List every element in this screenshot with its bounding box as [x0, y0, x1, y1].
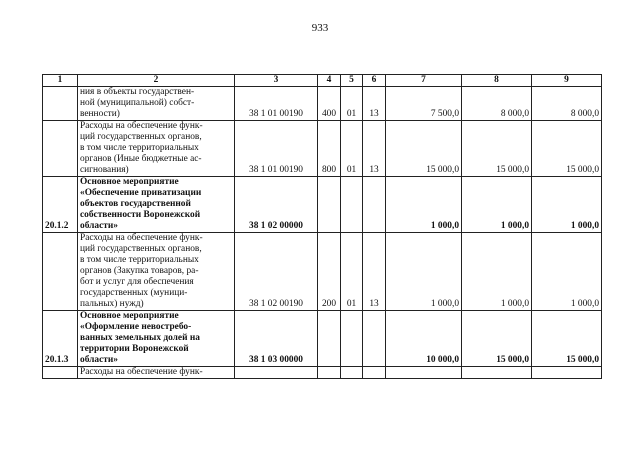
row-amount-col7: [386, 367, 462, 379]
row-code: [43, 121, 78, 177]
row-description-line: венности): [80, 109, 120, 119]
table-row: [43, 367, 602, 379]
row-description-line: собственности Воронежской: [80, 210, 201, 220]
row-expense-type: [318, 311, 341, 367]
row-subsection: 13: [363, 121, 386, 177]
row-code: [43, 367, 78, 379]
row-amount-col8: 1 000,0: [462, 177, 532, 233]
header-col-8: 8: [462, 75, 532, 87]
page-number: 933: [311, 22, 329, 34]
header-col-1: 1: [43, 75, 78, 87]
row-amount-col8: [462, 367, 532, 379]
row-code: 20.1.3: [43, 311, 78, 367]
row-expense-type: [318, 367, 341, 379]
row-expense-type: 800: [318, 121, 341, 177]
row-description-line: Расходы на обеспечение функ-: [80, 233, 203, 243]
row-code: 20.1.2: [43, 177, 78, 233]
row-amount-col7: 1 000,0: [386, 233, 462, 311]
row-amount-col8: 1 000,0: [462, 233, 532, 311]
row-section: 01: [341, 87, 363, 121]
row-description: [78, 87, 235, 121]
row-description-line: области»: [80, 221, 118, 231]
table-row: [43, 177, 602, 233]
row-amount-col9: 1 000,0: [532, 233, 602, 311]
row-amount-col8: 8 000,0: [462, 87, 532, 121]
row-description-line: Основное мероприятие: [80, 177, 179, 187]
row-description-line: государственных (муници-: [80, 288, 188, 298]
budget-table: [42, 74, 602, 379]
row-amount-col7: 10 000,0: [386, 311, 462, 367]
row-description-line: Основное мероприятие: [80, 311, 179, 321]
row-description-line: ций государственных органов,: [80, 132, 202, 142]
header-col-2: 2: [78, 75, 235, 87]
row-description-line: области»: [80, 355, 118, 365]
row-description: [78, 121, 235, 177]
row-amount-col9: 1 000,0: [532, 177, 602, 233]
row-description-line: в том числе территориальных: [80, 143, 199, 153]
row-section: 01: [341, 121, 363, 177]
row-subsection: [363, 177, 386, 233]
row-description-line: Расходы на обеспечение функ-: [80, 367, 203, 377]
row-subsection: [363, 367, 386, 379]
row-description-line: «Обеспечение приватизации: [80, 188, 202, 198]
row-amount-col9: 15 000,0: [532, 121, 602, 177]
table-row: [43, 233, 602, 311]
row-description-line: ной (муниципальной) собст-: [80, 98, 195, 108]
row-description-line: сигнования): [80, 165, 129, 175]
header-col-6: 6: [363, 75, 386, 87]
row-section: 01: [341, 233, 363, 311]
row-amount-col8: 15 000,0: [462, 311, 532, 367]
row-description-line: территории Воронежской: [80, 344, 189, 354]
row-section: [341, 367, 363, 379]
header-col-5: 5: [341, 75, 363, 87]
row-budget-code: 38 1 02 00190: [235, 233, 318, 311]
row-budget-code: 38 1 01 00190: [235, 87, 318, 121]
row-code: [43, 233, 78, 311]
row-expense-type: 200: [318, 233, 341, 311]
row-expense-type: [318, 177, 341, 233]
row-subsection: 13: [363, 87, 386, 121]
row-description-line: органов (Закупка товаров, ра-: [80, 266, 199, 276]
row-budget-code: 38 1 03 00000: [235, 311, 318, 367]
table-row: [43, 87, 602, 121]
header-col-9: 9: [532, 75, 602, 87]
row-amount-col9: 15 000,0: [532, 311, 602, 367]
row-code: [43, 87, 78, 121]
header-row: [43, 75, 602, 87]
row-description: [78, 233, 235, 311]
header-col-7: 7: [386, 75, 462, 87]
row-description-line: в том числе территориальных: [80, 255, 199, 265]
row-amount-col7: 1 000,0: [386, 177, 462, 233]
row-description-line: ций государственных органов,: [80, 244, 202, 254]
header-col-3: 3: [235, 75, 318, 87]
row-amount-col7: 7 500,0: [386, 87, 462, 121]
row-section: [341, 177, 363, 233]
header-col-4: 4: [318, 75, 341, 87]
table-row: [43, 311, 602, 367]
row-expense-type: 400: [318, 87, 341, 121]
row-description-line: объектов государственной: [80, 199, 191, 209]
row-description-line: «Оформление невостребо-: [80, 322, 192, 332]
row-description-line: пальных) нужд): [80, 299, 144, 309]
table-row: [43, 121, 602, 177]
row-amount-col7: 15 000,0: [386, 121, 462, 177]
row-description-line: ванных земельных долей на: [80, 333, 200, 343]
row-description-line: Расходы на обеспечение функ-: [80, 121, 203, 131]
row-description: [78, 311, 235, 367]
row-description: [78, 367, 235, 379]
row-subsection: 13: [363, 233, 386, 311]
row-budget-code: 38 1 01 00190: [235, 121, 318, 177]
row-amount-col9: 8 000,0: [532, 87, 602, 121]
row-budget-code: 38 1 02 00000: [235, 177, 318, 233]
row-section: [341, 311, 363, 367]
row-amount-col9: [532, 367, 602, 379]
row-description-line: органов (Иные бюджетные ас-: [80, 154, 202, 164]
row-subsection: [363, 311, 386, 367]
row-description-line: бот и услуг для обеспечения: [80, 277, 194, 287]
row-description: [78, 177, 235, 233]
row-amount-col8: 15 000,0: [462, 121, 532, 177]
row-description-line: ния в объекты государствен-: [80, 87, 195, 97]
row-budget-code: [235, 367, 318, 379]
